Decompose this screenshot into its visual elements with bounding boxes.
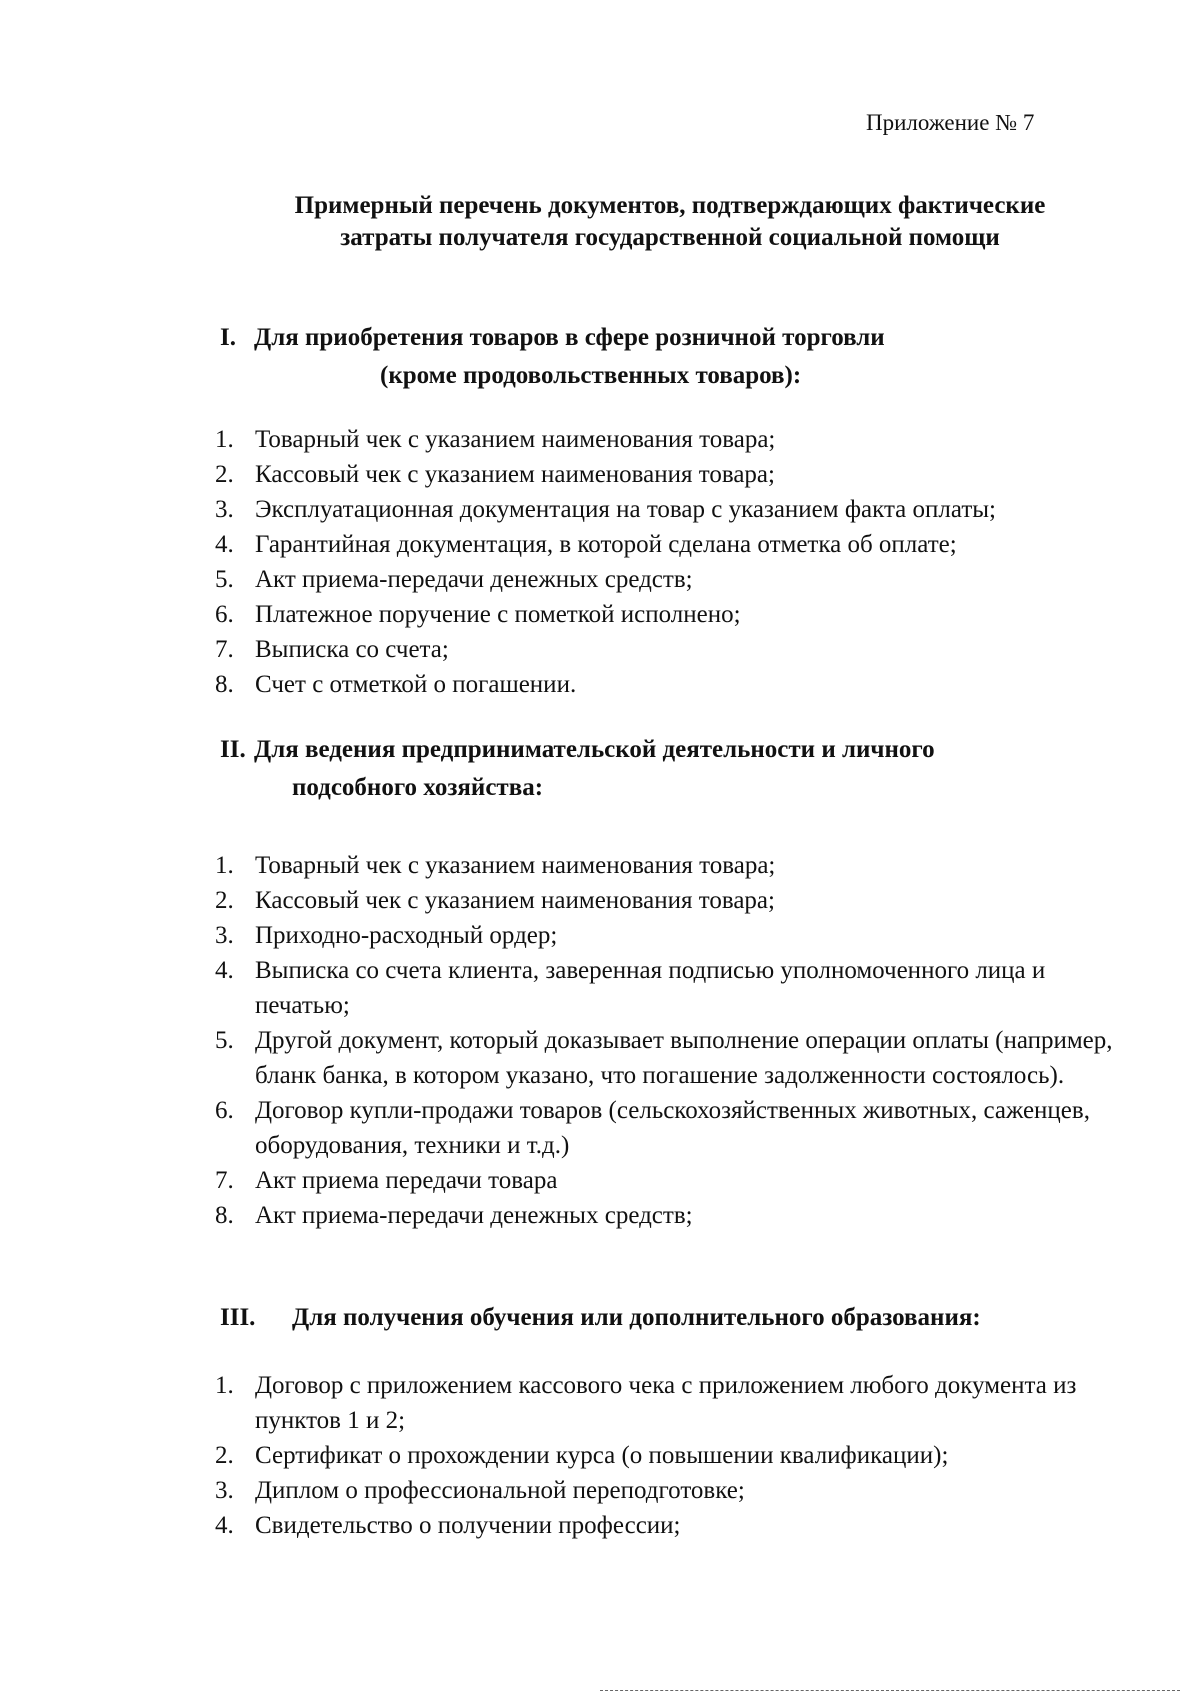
list-item: [215, 597, 1115, 632]
item-number: 2.: [215, 887, 234, 914]
item-number: 7.: [215, 636, 234, 663]
item-text: Товарный чек с указанием наименования товара;: [255, 426, 776, 453]
section-1-number: I.: [220, 324, 236, 351]
item-text: Акт приема передачи товара: [255, 1167, 558, 1194]
item-text: Кассовый чек с указанием наименования товара;: [255, 461, 775, 488]
item-number: 1.: [215, 852, 234, 879]
item-number: 6.: [215, 1097, 234, 1124]
section-2-heading-line1: Для ведения предпринимательской деятельности и личного: [254, 736, 935, 763]
section-1-heading-line2: (кроме продовольственных товаров):: [380, 362, 802, 389]
item-number: 3.: [215, 1477, 234, 1504]
item-text: Гарантийная документация, в которой сделана отметка об оплате;: [255, 531, 957, 558]
list-item: [215, 953, 1085, 1023]
item-text: Сертификат о прохождении курса (о повышении квалификации);: [255, 1442, 949, 1469]
list-item: [215, 1093, 1140, 1163]
section-3-heading-line1: Для получения обучения или дополнительного образования:: [292, 1304, 981, 1331]
list-item: [215, 422, 1115, 457]
item-number: 4.: [215, 957, 234, 984]
item-number: 8.: [215, 1202, 234, 1229]
item-text: Договор купли-продажи товаров (сельскохозяйственных животных, саженцев, оборудования, техники и т.д.): [255, 1097, 1090, 1159]
item-text: Эксплуатационная документация на товар с указанием факта оплаты;: [255, 496, 997, 523]
item-text: Акт приема-передачи денежных средств;: [255, 1202, 693, 1229]
item-number: 1.: [215, 1372, 234, 1399]
item-number: 8.: [215, 671, 234, 698]
item-number: 6.: [215, 601, 234, 628]
item-text: Диплом о профессиональной переподготовке;: [255, 1477, 745, 1504]
item-number: 4.: [215, 1512, 234, 1539]
item-text: Свидетельство о получении профессии;: [255, 1512, 681, 1539]
list-item: [215, 1163, 1115, 1198]
bottom-dashed-rule: [600, 1690, 1180, 1691]
item-text: Кассовый чек с указанием наименования товара;: [255, 887, 775, 914]
list-item: [215, 1023, 1140, 1093]
section-3-number: III.: [220, 1304, 256, 1331]
item-number: 1.: [215, 426, 234, 453]
section-2-number: II.: [220, 736, 246, 763]
section-3-list: [215, 1368, 1115, 1543]
item-text: Выписка со счета;: [255, 636, 449, 663]
item-text: Акт приема-передачи денежных средств;: [255, 566, 693, 593]
item-number: 2.: [215, 1442, 234, 1469]
section-2-heading-line2: подсобного хозяйства:: [292, 774, 544, 801]
item-number: 5.: [215, 1027, 234, 1054]
list-item: [215, 1508, 1115, 1543]
list-item: [215, 562, 1115, 597]
item-text: Товарный чек с указанием наименования товара;: [255, 852, 776, 879]
item-text: Другой документ, который доказывает выполнение операции оплаты (например, бланк банка, в котором указано, что погашение задолженности состоялось).: [255, 1027, 1113, 1089]
list-item: [215, 1473, 1115, 1508]
item-text: Платежное поручение с пометкой исполнено;: [255, 601, 741, 628]
item-text: Договор с приложением кассового чека с приложением любого документа из пунктов 1 и 2;: [255, 1372, 1077, 1434]
appendix-label: Приложение № 7: [866, 110, 1035, 135]
section-2-list: [215, 848, 1115, 1233]
item-number: 5.: [215, 566, 234, 593]
section-1-heading-line1: Для приобретения товаров в сфере розничной торговли: [254, 324, 885, 351]
list-item: [215, 667, 1115, 702]
list-item: [215, 918, 1115, 953]
item-number: 7.: [215, 1167, 234, 1194]
item-number: 4.: [215, 531, 234, 558]
item-text: Счет с отметкой о погашении.: [255, 671, 577, 698]
list-item: [215, 1438, 1115, 1473]
item-number: 3.: [215, 922, 234, 949]
list-item: [215, 848, 1115, 883]
list-item: [215, 457, 1115, 492]
list-item: [215, 492, 1115, 527]
item-text: Выписка со счета клиента, заверенная подписью уполномоченного лица и печатью;: [255, 957, 1046, 1019]
item-number: 3.: [215, 496, 234, 523]
section-1-list: [215, 422, 1115, 702]
list-item: [215, 632, 1115, 667]
item-number: 2.: [215, 461, 234, 488]
list-item: [215, 527, 1115, 562]
list-item: [215, 1198, 1115, 1233]
list-item: [215, 883, 1115, 918]
item-text: Приходно-расходный ордер;: [255, 922, 558, 949]
list-item: [215, 1368, 1085, 1438]
document-title: Примерный перечень документов, подтверждающих фактические затраты получателя государственной социальной помощи: [294, 192, 1046, 251]
